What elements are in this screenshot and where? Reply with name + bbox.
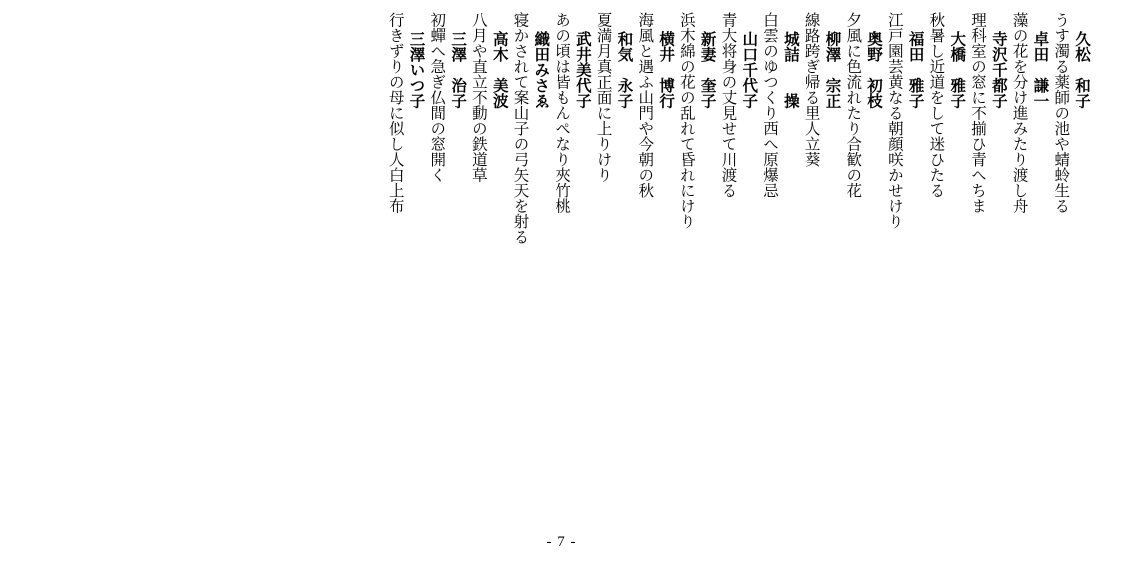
- author-name: 三澤 治子: [449, 30, 469, 109]
- author-name: 山口千代子: [740, 30, 760, 109]
- haiku-text: 浜木綿の花の乱れて昏れにけり: [677, 12, 696, 229]
- haiku-text: 八月や直立不動の鉄道草: [469, 12, 488, 183]
- haiku-text: 行きずりの母に似し人白上布: [386, 12, 405, 214]
- haiku-text: 夕風に色流れたり合歓の花: [844, 12, 863, 198]
- author-name: 奥野 初枝: [865, 30, 885, 109]
- author-name: 武井美代子: [573, 30, 593, 109]
- haiku-text: うす濁る薬師の池や蜻蛉生る: [1052, 12, 1071, 214]
- author-name: 大橋 雅子: [948, 30, 968, 109]
- author-name: 卓田 謙一: [1031, 30, 1051, 109]
- author-name: 久松 和子: [1073, 30, 1092, 109]
- haiku-text: 白雲のゆつくり西へ原爆忌: [761, 12, 780, 198]
- author-name: 織田みさゑ: [532, 30, 552, 109]
- haiku-text: 江戸園芸黄なる朝顔咲かせけり: [885, 12, 904, 229]
- haiku-column-list: [34, 12, 1092, 482]
- author-name: 城詰 操: [781, 30, 801, 109]
- haiku-text: 夏満月真正面に上りけり: [594, 12, 613, 183]
- author-name: 高木 美波: [490, 30, 510, 109]
- author-name: 和気 永子: [615, 30, 635, 109]
- haiku-text: 青大将身の丈見せて川渡る: [719, 12, 738, 198]
- haiku-text: 海風と遇ふ山門や今朝の秋: [636, 12, 655, 198]
- author-name: 寺沢千都子: [989, 30, 1009, 109]
- haiku-text: 寝かされて案山子の弓矢天を射る: [511, 12, 530, 245]
- haiku-text: あの頃は皆もんぺなり夾竹桃: [553, 12, 572, 214]
- haiku-text: 線路跨ぎ帰る里人立葵: [802, 12, 821, 167]
- haiku-text: 理科室の窓に不揃ひ青へちま: [969, 12, 988, 214]
- haiku-text: 藻の花を分け進みたり渡し舟: [1010, 12, 1029, 214]
- author-name: 柳澤 宗正: [823, 30, 843, 109]
- page-number: - 7 -: [546, 534, 577, 550]
- author-name: 三澤いつ子: [407, 30, 427, 109]
- author-name: 新妻 奎子: [698, 30, 718, 109]
- author-name: 横井 博行: [657, 30, 677, 109]
- author-name: 福田 雅子: [906, 30, 926, 109]
- haiku-text: 秋暑し近道をして迷ひたる: [927, 12, 946, 198]
- haiku-text: 初蟬へ急ぎ仏間の窓開く: [428, 12, 447, 183]
